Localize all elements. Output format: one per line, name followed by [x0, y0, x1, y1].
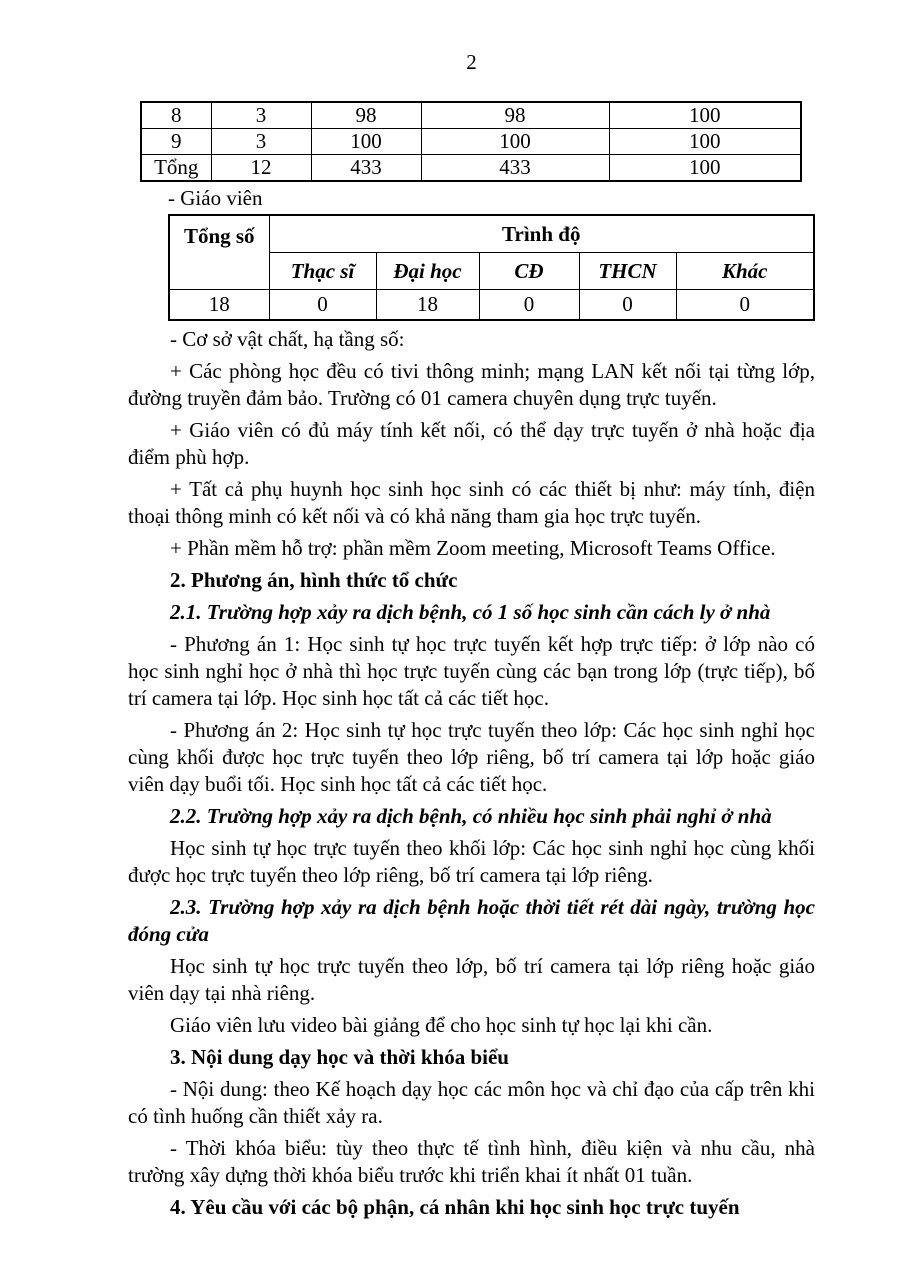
table-cell: 3 [211, 102, 311, 129]
table-header-cell: THCN [579, 253, 676, 290]
table-header-total: Tổng số [169, 215, 269, 290]
enrollment-table [140, 101, 802, 182]
table-cell: 18 [169, 290, 269, 321]
table-cell: 433 [311, 155, 421, 182]
table-cell: 8 [141, 102, 211, 129]
table-cell: 100 [311, 129, 421, 155]
heading-section-2: 2. Phương án, hình thức tổ chức [170, 568, 458, 592]
teachers-table-label: - Giáo viên [168, 186, 263, 210]
paragraph-schedule: - Thời khóa biểu: tùy theo thực tế tình hình, điều kiện và nhu cầu, nhà trường xây dựng thời khóa biểu trước khi triển khai ít nhất 01 tuần. [128, 1136, 815, 1187]
table-cell: 0 [479, 290, 579, 321]
table-cell: 100 [609, 102, 801, 129]
table-row [141, 102, 801, 129]
heading-section-2-2: 2.2. Trường hợp xảy ra dịch bệnh, có nhiều học sinh phải nghỉ ở nhà [170, 804, 772, 828]
table-cell: 0 [269, 290, 376, 321]
paragraph-case-2-2: Học sinh tự học trực tuyến theo khối lớp: Các học sinh nghỉ học cùng khối được học trực tuyến theo lớp riêng, bố trí camera tại lớp riêng. [128, 836, 815, 887]
table-cell: 100 [421, 129, 609, 155]
teachers-table [168, 214, 815, 321]
table-cell: 0 [676, 290, 814, 321]
table-row [169, 290, 814, 321]
table-header-group: Trình độ [269, 215, 814, 253]
table-header-cell: Khác [676, 253, 814, 290]
paragraph-facilities-2: + Giáo viên có đủ máy tính kết nối, có thể dạy trực tuyến ở nhà hoặc địa điểm phù hợp. [128, 418, 815, 469]
paragraph-facilities-1: + Các phòng học đều có tivi thông minh; mạng LAN kết nối tại từng lớp, đường truyền đảm bảo. Trường có 01 camera chuyên dụng trực tuyến. [128, 359, 815, 410]
table-header-row [169, 215, 814, 253]
table-cell: 18 [376, 290, 479, 321]
paragraph-content: - Nội dung: theo Kế hoạch dạy học các môn học và chỉ đạo của cấp trên khi có tình huống cần thiết xảy ra. [128, 1077, 815, 1128]
page-number: 2 [466, 50, 477, 74]
table-row [141, 129, 801, 155]
heading-section-3: 3. Nội dung dạy học và thời khóa biểu [170, 1045, 509, 1069]
paragraph-facilities-label: - Cơ sở vật chất, hạ tầng số: [170, 327, 405, 351]
paragraph-plan-2: - Phương án 2: Học sinh tự học trực tuyến theo lớp: Các học sinh nghỉ học cùng khối được học trực tuyến theo lớp riêng, bố trí camera tại lớp hoặc giáo viên dạy buổi tối. Học sinh học tất cả các tiết học. [128, 718, 815, 796]
table-row-total [141, 155, 801, 182]
table-cell: 98 [421, 102, 609, 129]
table-cell: 100 [609, 155, 801, 182]
table-header-cell: Thạc sĩ [269, 253, 376, 290]
paragraph-facilities-3: + Tất cả phụ huynh học sinh học sinh có các thiết bị như: máy tính, điện thoại thông minh có kết nối và có khả năng tham gia học trực tuyến. [128, 477, 815, 528]
table-cell: 3 [211, 129, 311, 155]
heading-section-2-3: 2.3. Trường hợp xảy ra dịch bệnh hoặc thời tiết rét dài ngày, trường học đóng cửa [128, 895, 815, 946]
table-cell: 100 [609, 129, 801, 155]
table-cell: 9 [141, 129, 211, 155]
paragraph-plan-1: - Phương án 1: Học sinh tự học trực tuyến kết hợp trực tiếp: ở lớp nào có học sinh nghỉ học ở nhà thì học trực tuyến cùng các bạn trong lớp (trực tiếp), bố trí camera tại lớp. Học sinh học tất cả các tiết học. [128, 632, 815, 710]
table-header-cell: CĐ [479, 253, 579, 290]
paragraph-video-archive: Giáo viên lưu video bài giảng để cho học sinh tự học lại khi cần. [170, 1013, 713, 1037]
heading-section-2-1: 2.1. Trường hợp xảy ra dịch bệnh, có 1 số học sinh cần cách ly ở nhà [170, 600, 771, 624]
heading-section-4: 4. Yêu cầu với các bộ phận, cá nhân khi học sinh học trực tuyến [170, 1195, 740, 1219]
table-cell: 12 [211, 155, 311, 182]
table-cell: 433 [421, 155, 609, 182]
table-cell: 0 [579, 290, 676, 321]
table-cell: Tổng [141, 155, 211, 182]
paragraph-case-2-3: Học sinh tự học trực tuyến theo lớp, bố trí camera tại lớp riêng hoặc giáo viên dạy tại nhà riêng. [128, 954, 815, 1005]
table-cell: 98 [311, 102, 421, 129]
paragraph-software: + Phần mềm hỗ trợ: phần mềm Zoom meeting, Microsoft Teams Office. [170, 536, 776, 560]
table-header-cell: Đại học [376, 253, 479, 290]
